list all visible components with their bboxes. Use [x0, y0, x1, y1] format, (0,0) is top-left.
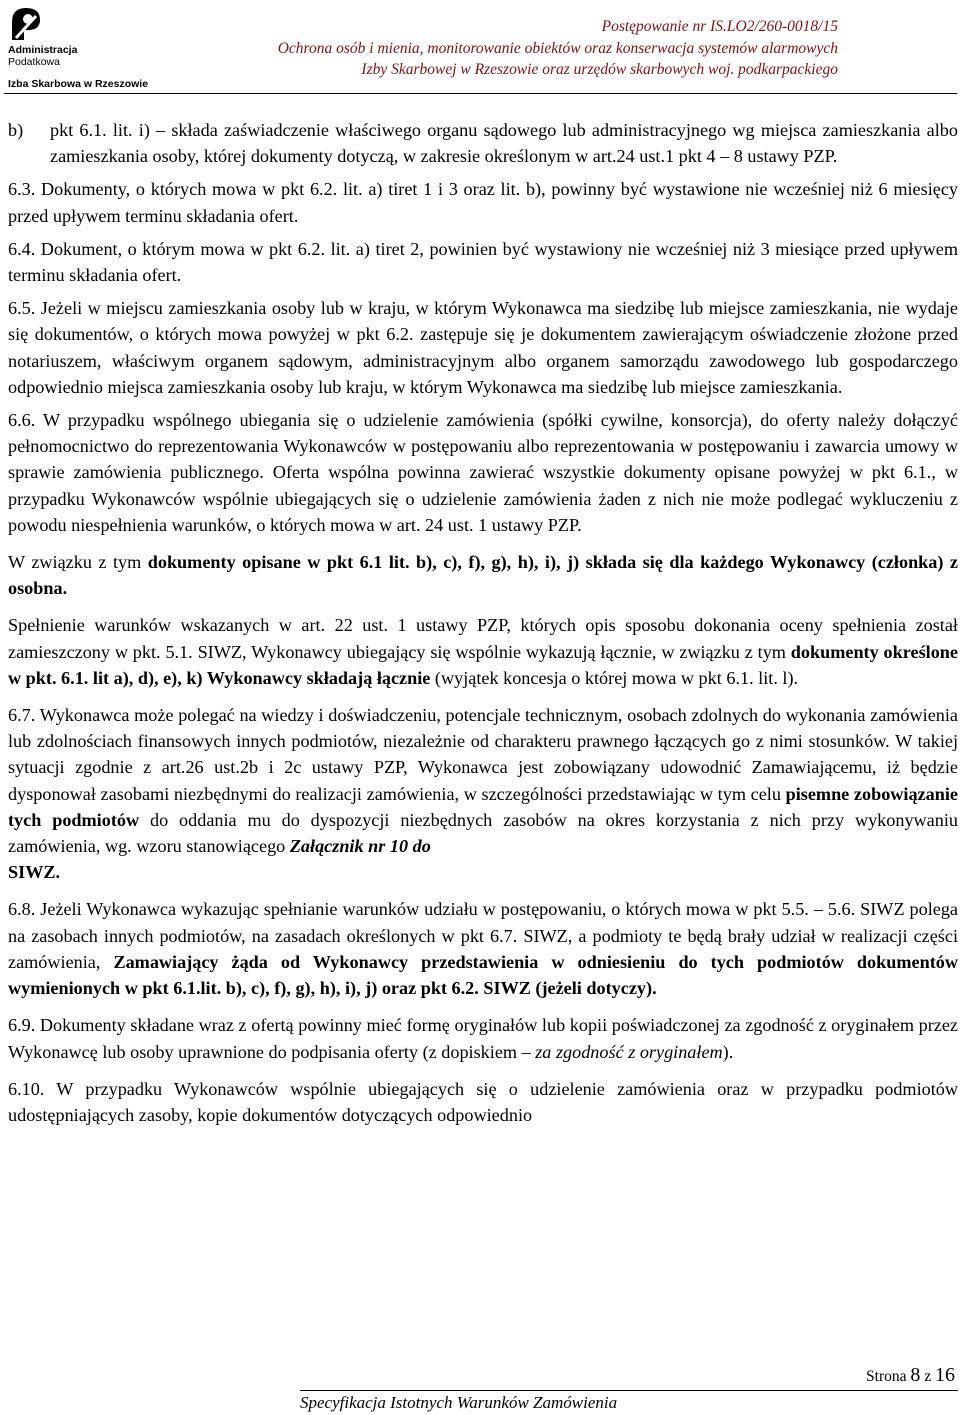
text-run: W związku z tym — [8, 552, 148, 573]
list-item-b — [8, 117, 958, 169]
bold-text-run: Zamawiający żąda od Wykonawcy przedstawienia w odniesieniu do tych podmiotów dokumentów wymienionych w pkt 6.1.lit. b), c), f), g), h), i), j) oraz pkt 6.2. SIWZ (jeżeli dotyczy). — [8, 951, 958, 999]
logo-text-izba: Izba Skarbowa w Rzeszowie — [8, 78, 149, 90]
text-run: 6.7. Wykonawca może polegać na wiedzy i doświadczeniu, potencjale technicznym, osobach zdolnych do wykonania zamówienia lub zdolnościach finansowych innych podmiotów, niezależnie od charakteru prawnego łączących go z nimi stosunków. W takiej sytuacji zgodnie z art.26 ust.2b i 2c ustawy PZP, Wykonawca jest zobowiązany udowodnić Zamawiającemu, iż będzie dysponował zasobami niezbędnymi do realizacji zamówienia, w szczególności przedstawiając w tym celu — [8, 705, 958, 804]
procedure-title-line1: Ochrona osób i mienia, monitorowanie obiektów oraz konserwacja systemów alarmowych — [277, 40, 838, 57]
paragraph-6-7 — [8, 702, 958, 885]
institution-logo — [6, 4, 149, 92]
paragraph-6-4: 6.4. Dokument, o którym mowa w pkt 6.2. lit. a) tiret 2, powinien być wystawiony nie wcześniej niż 3 miesiące przed upływem terminu składania ofert. — [8, 238, 958, 286]
paragraph-joint-conditions — [8, 612, 958, 691]
text-run: Spełnienie warunków wskazanych w art. 22 ust. 1 ustawy PZP, których opis sposobu dokonania oceny spełnienia został zamieszczony w pkt. 5.1. SIWZ, Wykonawcy ubiegający się wspólnie wykazują łącznie, w związku z tym — [8, 615, 958, 662]
footer-document-title: Specyfikacja Istotnych Warunków Zamówienia — [300, 1393, 618, 1412]
paragraph-6-10: 6.10. W przypadku Wykonawców wspólnie ubiegających się o udzielenie zamówienia oraz w przypadku podmiotów udostępniających zasoby, kopie dokumentów dotyczących odpowiednio — [8, 1078, 958, 1125]
paragraph-6-3: 6.3. Dokumenty, o których mowa w pkt 6.2. lit. a) tiret 1 i 3 oraz lit. b), powinny być wystawione nie wcześniej niż 6 miesięcy przed upływem terminu składania ofert. — [8, 179, 958, 226]
logo-text-administracja: Administracja — [8, 44, 78, 56]
bold-text-run: dokumenty określone w pkt. 6.1. lit a), d), e), k) Wykonawcy składają łącznie — [8, 641, 958, 688]
administracja-podatkowa-logo-icon — [6, 4, 46, 44]
footer-divider — [300, 1390, 958, 1391]
italic-text-run: za zgodność z oryginałem — [535, 1041, 723, 1062]
procedure-title-line2: Izby Skarbowej w Rzeszowie oraz urzędów skarbowych woj. podkarpackiego — [361, 61, 838, 78]
paragraph-6-5: 6.5. Jeżeli w miejscu zamieszkania osoby lub w kraju, w którym Wykonawca ma siedzibę lub miejsce zamieszkania, nie wydaje się dokumentów, o których mowa powyżej w pkt 6.2. zastępuje się je dokumentem zawierającym oświadczenie złożone przed notariuszem, właściwym organem sądowym, administracyjnym albo organem samorządu zawodowego lub gospodarczego odpowiednio miejsca zamieszkania osoby lub kraju, w którym Wykonawca ma siedzibę lub miejsce zamieszkania. — [8, 298, 958, 397]
bold-text-run: dokumenty opisane w pkt 6.1 lit. b), c), f), g), h), i), j) składa się dla każdego Wykonawcy (członka) z osobna. — [8, 552, 959, 599]
document-body — [8, 117, 958, 1128]
text-run: (wyjątek koncesja o której mowa w pkt 6.1. lit. l). — [430, 667, 799, 688]
page-total: 16 — [935, 1364, 955, 1386]
bold-text-run: pisemne zobowiązanie tych podmiotów — [8, 783, 958, 830]
page-current: 8 — [910, 1364, 921, 1386]
text-run: 6.9. Dokumenty składane wraz z ofertą powinny mieć formę oryginałów lub kopii poświadczonej za zgodność z oryginałem przez Wykonawcę lub osoby uprawnione do podpisania oferty (z dopiskiem – — [8, 1015, 958, 1062]
page-mid: z — [920, 1368, 935, 1385]
page-number — [830, 1364, 955, 1387]
bold-italic-text-run: Załącznik nr 10 do — [289, 836, 431, 857]
text-run: do oddania mu do dyspozycji niezbędnych zasobów na okres korzystania z nich przy wykonywaniu zamówienia, wg. wzoru stanowiącego — [8, 809, 958, 857]
paragraph-6-9 — [8, 1012, 958, 1064]
procedure-reference: Postępowanie nr IS.LO2/260-0018/15 — [601, 18, 838, 35]
bold-text-run: SIWZ. — [8, 862, 61, 883]
list-item-text: pkt 6.1. lit. i) – składa zaświadczenie właściwego organu sądowego lub administracyjnego wg miejsca zamieszkania albo zamieszkania osoby, której dokumenty dotyczą, w zakresie określonym w art.24 ust.1 pkt 4 – 8 ustawy PZP. — [50, 120, 958, 167]
logo-text-podatkowa: Podatkowa — [8, 56, 60, 68]
list-item-label: b) — [8, 120, 24, 140]
text-run: ). — [722, 1041, 734, 1062]
text-run: 6.8. Jeżeli Wykonawca wykazując spełnianie warunków udziału w postępowaniu, o których mowa w pkt 5.5. – 5.6. SIWZ polega na zasobach innych podmiotów, na zasadach określonych w pkt 6.7. SIWZ, a podmioty te będą brały udział w realizacji części zamówienia, — [8, 899, 958, 972]
paragraph-joint-documents — [8, 549, 958, 601]
paragraph-6-6: 6.6. W przypadku wspólnego ubiegania się o udzielenie zamówienia (spółki cywilne, konsorcja), do oferty należy dołączyć pełnomocnictwo do reprezentowania Wykonawców w postępowaniu albo reprezentowania w postępowaniu i zawarcia umowy w sprawie zamówienia publicznego. Oferta wspólna powinna zawierać wszystkie dokumenty opisane powyżej w pkt 6.1., w przypadku Wykonawców wspólnie ubiegających się o udzielenie zamówienia żaden z nich nie może podlegać wykluczeniu z powodu niespełnienia warunków, o których mowa w art. 24 ust. 1 ustawy PZP. — [8, 410, 958, 535]
page-header — [0, 0, 960, 95]
page-prefix: Strona — [866, 1368, 911, 1385]
paragraph-6-8 — [8, 896, 958, 1001]
header-divider — [4, 93, 957, 94]
